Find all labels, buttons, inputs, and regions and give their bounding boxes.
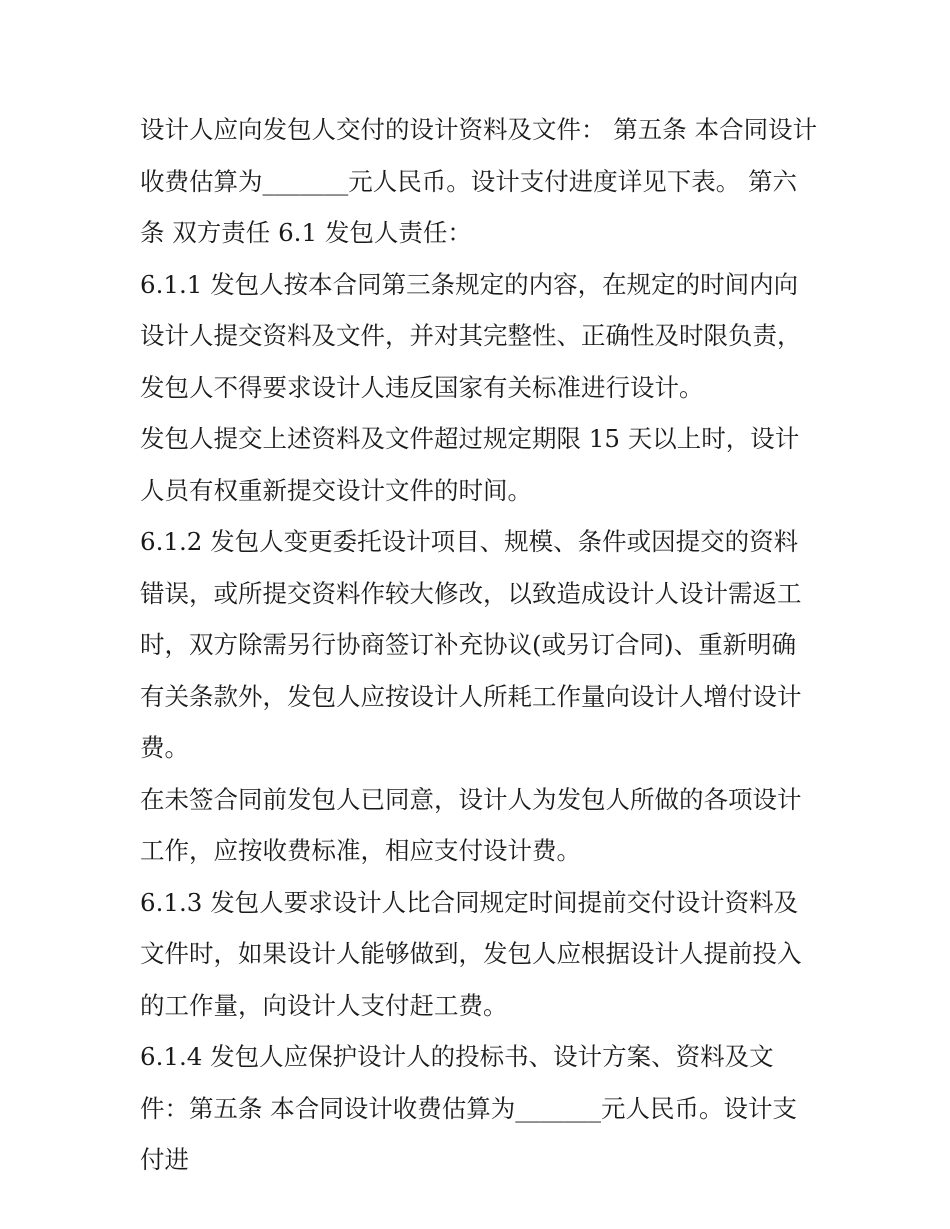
paragraph-6-1-2-presign: 在未签合同前发包人已同意，设计人为发包人所做的各项设计工作，应按收费标准，相应支付设计费。 xyxy=(140,784,802,865)
paragraph-6-1-2: 6.1.2 发包人变更委托设计项目、规模、条件或因提交的资料错误，或所提交资料作较大修改，以致造成设计人设计需返工时，双方除需另行协商签订补充协议(或另订合同)、重新明确有关条款外，发包人应按设计人所耗工作量向设计人增付设计费。 xyxy=(140,527,802,762)
paragraph-6-1-1-overdue: 发包人提交上述资料及文件超过规定期限 15 天以上时，设计人员有权重新提交设计文件的时间。 xyxy=(140,424,800,505)
paragraph-6-1-4: 6.1.4 发包人应保护设计人的投标书、设计方案、资料及文件：第五条 本合同设计收费估算为_______元人民币。设计支付进 xyxy=(140,1042,798,1174)
paragraph-6-1-3: 6.1.3 发包人要求设计人比合同规定时间提前交付设计资料及文件时，如果设计人能够做到，发包人应根据设计人提前投入的工作量，向设计人支付赶工费。 xyxy=(140,887,802,1020)
paragraph-intro: 设计人应向发包人交付的设计资料及文件： 第五条 本合同设计收费估算为_______元人民币。设计支付进度详见下表。 第六条 双方责任 6.1 发包人责任： xyxy=(140,115,818,247)
paragraph-6-1-1: 6.1.1 发包人按本合同第三条规定的内容，在规定的时间内向设计人提交资料及文件，并对其完整性、正确性及时限负责，发包人不得要求设计人违反国家有关标准进行设计。 xyxy=(140,269,802,402)
document-body xyxy=(140,104,820,1186)
